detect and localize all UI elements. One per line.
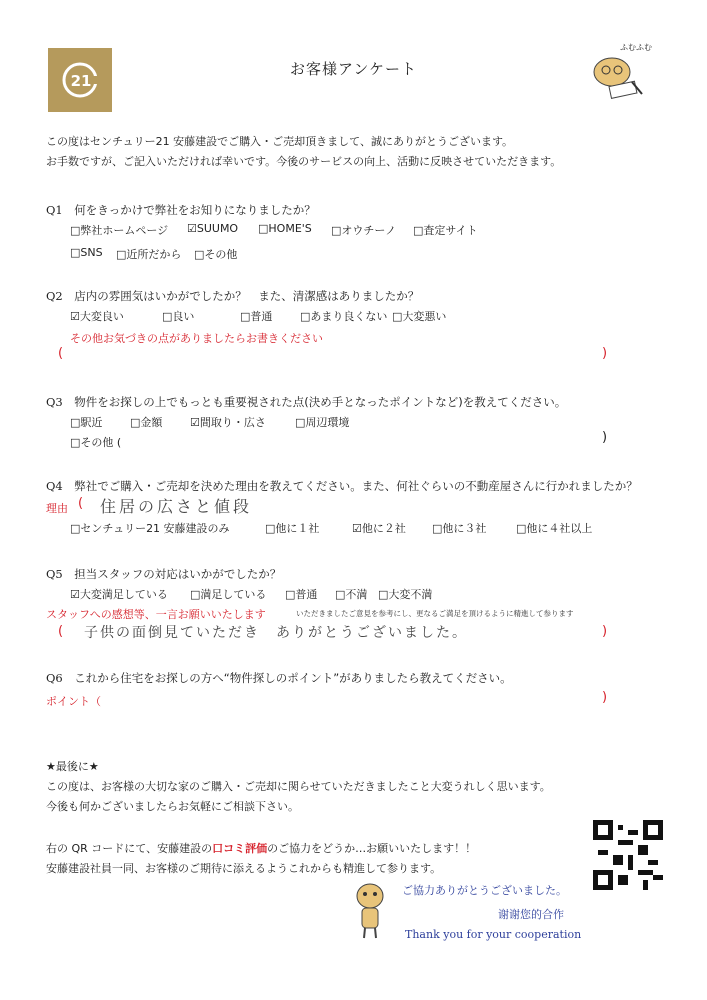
q5-question [46, 566, 281, 582]
thanks-english: Thank you for your cooperation [405, 928, 582, 941]
q1-option-homepage[interactable]: □弊社ホームページ [70, 224, 169, 237]
q2-option-very-bad[interactable]: □大変悪い [392, 310, 447, 323]
q5-number: Q5 [46, 567, 63, 581]
q2-option-normal[interactable]: □普通 [240, 310, 273, 323]
page-title: お客様アンケート [289, 60, 418, 78]
q2-option-very-good[interactable]: ☑大変良い [70, 310, 124, 323]
q4-reason-label: 理由 [46, 502, 68, 515]
intro-line-1: この度はセンチュリー21 安藤建設でご購入・ご売却頂きまして、誠にありがとうございます。 [46, 135, 514, 148]
q2-option-not-good[interactable]: □あまり良くない [300, 310, 388, 323]
q4-option-1[interactable]: □他に１社 [265, 522, 320, 535]
mascot-thanks-illustration [350, 878, 390, 940]
q3-option-ekichika[interactable]: □駅近 [70, 416, 103, 429]
q1-option-other[interactable]: □その他 [194, 248, 238, 261]
q4-number: Q4 [46, 479, 63, 493]
q5-handwritten-answer: 子供の面倒見ていただき ありがとうございました。 [84, 625, 468, 641]
q5-option-normal[interactable]: □普通 [285, 588, 318, 601]
q4-option-4[interactable]: □他に４社以上 [516, 522, 593, 535]
q5-option-dissatisfied[interactable]: □不満 [335, 588, 368, 601]
q3-option-layout[interactable]: ☑間取り・広さ [190, 416, 266, 429]
q5-option-very-dissatisfied[interactable]: □大変不満 [378, 588, 433, 601]
q4-option-only[interactable]: □センチュリー21 安藤建設のみ [70, 522, 230, 535]
q2-close-paren: ) [602, 346, 608, 361]
q1-option-homes[interactable]: □HOME'S [258, 222, 312, 235]
qr-request-post: のご協力をどうか…お願いいたします！！ [267, 842, 477, 855]
mascot-caption: ふむふむ [620, 43, 652, 52]
mascot-reading-illustration [582, 40, 662, 100]
q5-option-satisfied[interactable]: □満足している [190, 588, 267, 601]
q1-question [46, 202, 316, 218]
q4-option-3[interactable]: □他に３社 [432, 522, 487, 535]
thanks-chinese: 谢谢您的合作 [498, 908, 564, 921]
q5-open-paren: ( [58, 624, 64, 639]
q2-note-label: その他お気づきの点がありましたらお書きください [70, 332, 323, 345]
q3-option-other[interactable]: □その他 ( [70, 436, 122, 449]
thanks-japanese: ご協力ありがとうございました。 [402, 884, 567, 897]
q6-close-paren: ) [602, 690, 608, 705]
q2-open-paren: ( [58, 346, 64, 361]
q2-question [46, 288, 419, 304]
q3-text: 物件をお探しの上でもっとも重要視された点(決め手となったポイントなど)を教えてください。 [74, 395, 567, 409]
q1-option-satei[interactable]: □査定サイト [413, 224, 478, 237]
q3-close-paren: ) [602, 430, 608, 445]
q5-close-paren: ) [602, 624, 608, 639]
closing-line-2: 今後も何かございましたらお気軽にご相談下さい。 [46, 800, 299, 813]
q4-text: 弊社でご購入・ご売却を決めた理由を教えてください。また、何社ぐらいの不動産屋さんに行かれましたか？ [74, 479, 638, 493]
qr-request-review: 口コミ評価 [212, 842, 268, 855]
q2-number: Q2 [46, 289, 63, 303]
q1-option-sns[interactable]: □SNS [70, 246, 103, 259]
q5-text: 担当スタッフの対応はいかがでしたか？ [74, 567, 282, 581]
closing-line-1: この度は、お客様の大切な家のご購入・ご売却に関らせていただきましたこと大変うれしく思います。 [46, 780, 551, 793]
q5-option-very-satisfied[interactable]: ☑大変満足している [70, 588, 168, 601]
q5-comment-label: スタッフへの感想等、一言お願いいたします [46, 608, 266, 621]
q6-question [46, 670, 512, 686]
q3-number: Q3 [46, 395, 63, 409]
q5-comment-note: いただきましたご意見を参考にし、更なるご満足を頂けるように精進して参ります [296, 609, 574, 618]
q3-question [46, 394, 566, 410]
q4-question [46, 478, 638, 494]
q1-option-suumo[interactable]: ☑SUUMO [187, 222, 239, 235]
q2-text: 店内の雰囲気はいかがでしたか？ また、清潔感はありましたか？ [74, 289, 420, 303]
q1-option-ouchino[interactable]: □オウチーノ [331, 224, 397, 237]
closing-heading: ★最後に★ [46, 760, 99, 773]
q2-option-good[interactable]: □良い [162, 310, 195, 323]
q6-point-label: ポイント（ [46, 695, 101, 708]
q3-option-environment[interactable]: □周辺環境 [295, 416, 350, 429]
intro-line-2: お手数ですが、ご記入いただければ幸いです。今後のサービスの向上、活動に反映させていただきます。 [46, 155, 562, 168]
q4-handwritten-answer: 住居の広さと値段 [100, 497, 253, 516]
q6-number: Q6 [46, 671, 63, 685]
q4-option-2[interactable]: ☑他に２社 [352, 522, 406, 535]
logo-text: 21 [70, 72, 92, 90]
closing-last-line: 安藤建設社員一同、お客様のご期待に添えるようこれからも精進して参ります。 [46, 862, 442, 875]
q1-number: Q1 [46, 203, 63, 217]
q1-option-kinjo[interactable]: □近所だから [116, 248, 182, 261]
q6-text: これから住宅をお探しの方へ“物件探しのポイント”がありましたら教えてください。 [74, 671, 512, 685]
qr-request-pre: 右の QR コードにて、安藤建設の [46, 842, 213, 855]
qr-request-line [46, 840, 476, 856]
q1-text: 何をきっかけで弊社をお知りになりましたか？ [74, 203, 316, 217]
q4-open-paren: ( [78, 496, 84, 511]
qr-code[interactable] [593, 820, 663, 890]
q3-option-price[interactable]: □金額 [130, 416, 163, 429]
